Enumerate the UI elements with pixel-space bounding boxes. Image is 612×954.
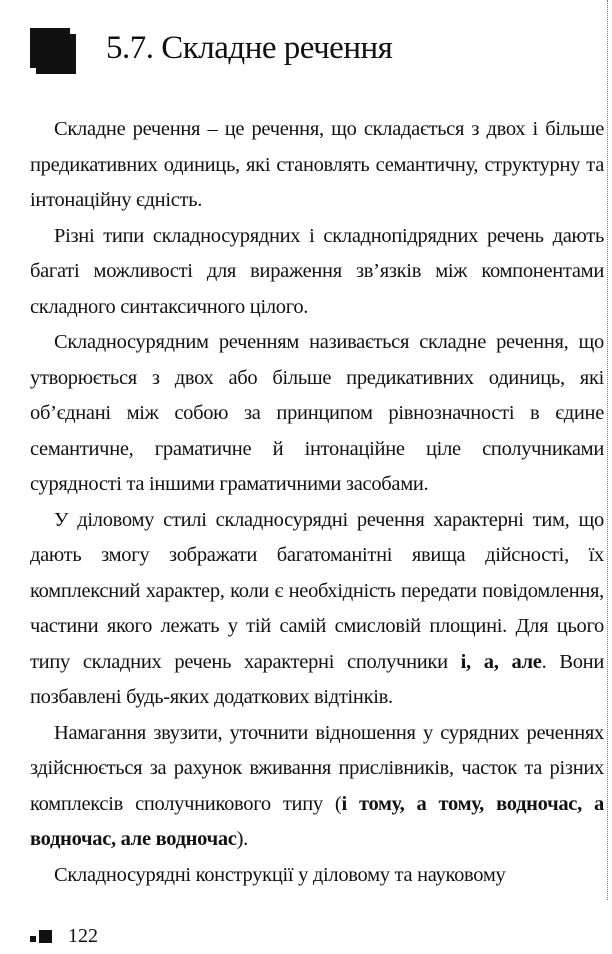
paragraph-4-text-a: У діловому стилі складносурядні речення характерні тим, що дають змогу зображати багатоманітні явища дійсності, їх комплексний характер, коли є необхідність передати повідомлення, частини якого лежать у тій самій смисловій площині. Для цього типу складних речень характерні сполучники bbox=[30, 508, 604, 673]
page-edge-scan-marks bbox=[601, 0, 608, 900]
paragraph-4 bbox=[30, 503, 604, 716]
paragraph-4-text-b: . Вони позбавлені будь-яких додаткових відтінків. bbox=[30, 650, 604, 708]
paragraph-3 bbox=[30, 325, 604, 503]
page-number: 122 bbox=[68, 925, 98, 947]
paragraph-5-text-a: Намагання звузити, уточнити відношення у сурядних реченнях здійснюється за рахунок вживання прислівників, часток та різних комплексів сполучникового типу ( bbox=[30, 721, 604, 815]
paragraph-5 bbox=[30, 716, 604, 858]
paragraph-3-text: Складносурядним реченням називається складне речення, що утворюється з двох або більше предикативних одиниць, які об’єднані між собою за принципом рівнозначності в єдине семантичне, граматичне й інтонаційне ціле сполучниками сурядності та іншими граматичними засобами. bbox=[30, 331, 604, 495]
footer-square-icon bbox=[39, 930, 52, 943]
page-footer bbox=[30, 924, 98, 948]
body-text bbox=[30, 112, 604, 893]
paragraph-6 bbox=[30, 858, 604, 894]
paragraph-2 bbox=[30, 219, 604, 326]
paragraph-5-examples: і тому, а тому, водночас, а водночас, але водночас bbox=[30, 792, 604, 850]
paragraph-2-text: Різні типи складносурядних і складнопідрядних речень дають багаті можливості для вираження зв’язків між компонентами складного синтаксичного цілого. bbox=[30, 224, 604, 318]
paragraph-6-text: Складносурядні конструкції у діловому та науковому bbox=[54, 863, 506, 886]
paragraph-1 bbox=[30, 112, 604, 219]
heading-square-icon bbox=[30, 28, 70, 68]
paragraph-1-text: Складне речення – це речення, що складається з двох і більше предикативних одиниць, які становлять семантичну, структурну та інтонаційну єдність. bbox=[30, 118, 604, 211]
paragraph-5-text-b: ). bbox=[236, 828, 248, 850]
section-heading bbox=[30, 28, 392, 68]
footer-small-square-icon bbox=[30, 936, 36, 942]
paragraph-4-conjunctions: і, а, але bbox=[460, 650, 542, 673]
section-title: 5.7. Складне речення bbox=[106, 30, 393, 66]
